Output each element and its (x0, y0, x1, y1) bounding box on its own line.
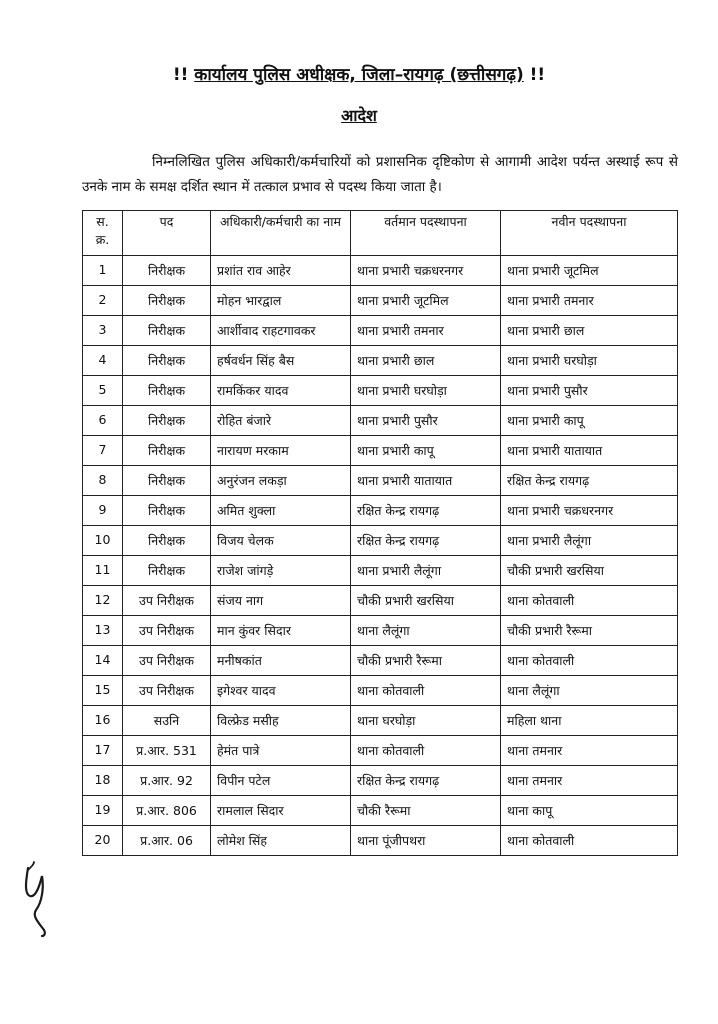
cell-serial: 8 (83, 466, 123, 496)
cell-name: अमित शुक्ला (211, 496, 351, 526)
cell-post: प्र.आर. 92 (123, 766, 211, 796)
intro-paragraph: निम्नलिखित पुलिस अधिकारी/कर्मचारियों को प्रशासनिक दृष्टिकोण से आगामी आदेश पर्यन्त अस्थाई रूप से उनके नाम के समक्ष दर्शित स्थान में तत्काल प्रभाव से पदस्थ किया जाता है। (82, 154, 678, 195)
table-row (83, 376, 678, 406)
cell-name: रामकिंकर यादव (211, 376, 351, 406)
cell-serial: 12 (83, 586, 123, 616)
col-header-new-posting: नवीन पदस्थापना (501, 211, 678, 256)
cell-name: लोमेश सिंह (211, 826, 351, 856)
cell-post: प्र.आर. 06 (123, 826, 211, 856)
cell-name: अनुरंजन लकड़ा (211, 466, 351, 496)
cell-serial: 1 (83, 256, 123, 286)
table-row (83, 286, 678, 316)
cell-post: उप निरीक्षक (123, 586, 211, 616)
cell-post: निरीक्षक (123, 316, 211, 346)
col-header-current-posting: वर्तमान पदस्थापना (351, 211, 501, 256)
cell-name: हर्षवर्धन सिंह बैस (211, 346, 351, 376)
table-row (83, 646, 678, 676)
cell-serial: 6 (83, 406, 123, 436)
cell-name: हेमंत पात्रे (211, 736, 351, 766)
cell-post: निरीक्षक (123, 256, 211, 286)
col-header-post: पद (123, 211, 211, 256)
table-row (83, 406, 678, 436)
cell-serial: 4 (83, 346, 123, 376)
cell-name: रोहित बंजारे (211, 406, 351, 436)
cell-current-posting: थाना प्रभारी छाल (351, 346, 501, 376)
handwritten-signature-icon (22, 860, 52, 938)
office-title (0, 62, 718, 85)
cell-post: उप निरीक्षक (123, 646, 211, 676)
cell-serial: 7 (83, 436, 123, 466)
cell-serial: 13 (83, 616, 123, 646)
cell-current-posting: थाना प्रभारी घरघोड़ा (351, 376, 501, 406)
title-prefix: !! (172, 65, 189, 85)
cell-post: निरीक्षक (123, 346, 211, 376)
order-heading: आदेश (341, 106, 377, 125)
cell-serial: 3 (83, 316, 123, 346)
cell-new-posting: थाना प्रभारी चक्रधरनगर (501, 496, 678, 526)
cell-current-posting: थाना प्रभारी कापू (351, 436, 501, 466)
cell-current-posting: रक्षित केन्द्र रायगढ़ (351, 496, 501, 526)
cell-serial: 14 (83, 646, 123, 676)
cell-name: आर्शीवाद राहटगावकर (211, 316, 351, 346)
cell-new-posting: थाना प्रभारी लैलूंगा (501, 526, 678, 556)
cell-current-posting: चौकी प्रभारी खरसिया (351, 586, 501, 616)
cell-post: उप निरीक्षक (123, 616, 211, 646)
cell-name: नारायण मरकाम (211, 436, 351, 466)
cell-new-posting: थाना प्रभारी कापू (501, 406, 678, 436)
table-row (83, 796, 678, 826)
cell-current-posting: चौकी रैरूमा (351, 796, 501, 826)
cell-new-posting: थाना प्रभारी घरघोड़ा (501, 346, 678, 376)
cell-new-posting: थाना कोतवाली (501, 586, 678, 616)
cell-new-posting: थाना कापू (501, 796, 678, 826)
cell-post: निरीक्षक (123, 406, 211, 436)
cell-current-posting: रक्षित केन्द्र रायगढ़ (351, 766, 501, 796)
cell-new-posting: थाना प्रभारी तमनार (501, 286, 678, 316)
table-row (83, 736, 678, 766)
cell-new-posting: थाना तमनार (501, 766, 678, 796)
cell-current-posting: थाना पूंजीपथरा (351, 826, 501, 856)
cell-serial: 20 (83, 826, 123, 856)
table-row (83, 616, 678, 646)
cell-name: राजेश जांगड़े (211, 556, 351, 586)
cell-current-posting: चौकी प्रभारी रैरूमा (351, 646, 501, 676)
cell-serial: 16 (83, 706, 123, 736)
cell-current-posting: थाना प्रभारी यातायात (351, 466, 501, 496)
cell-post: निरीक्षक (123, 466, 211, 496)
table-row (83, 766, 678, 796)
cell-post: प्र.आर. 531 (123, 736, 211, 766)
table-row (83, 706, 678, 736)
cell-name: विल्फ्रेड मसीह (211, 706, 351, 736)
table-row (83, 256, 678, 286)
cell-post: उप निरीक्षक (123, 676, 211, 706)
cell-current-posting: थाना प्रभारी तमनार (351, 316, 501, 346)
cell-post: सउनि (123, 706, 211, 736)
cell-serial: 11 (83, 556, 123, 586)
table-row (83, 346, 678, 376)
title-suffix: !! (529, 65, 546, 85)
cell-new-posting: थाना प्रभारी छाल (501, 316, 678, 346)
cell-name: मनीषकांत (211, 646, 351, 676)
cell-current-posting: थाना कोतवाली (351, 736, 501, 766)
table-row (83, 466, 678, 496)
cell-post: निरीक्षक (123, 496, 211, 526)
cell-post: निरीक्षक (123, 286, 211, 316)
cell-new-posting: रक्षित केन्द्र रायगढ़ (501, 466, 678, 496)
cell-new-posting: थाना प्रभारी पुसौर (501, 376, 678, 406)
cell-current-posting: रक्षित केन्द्र रायगढ़ (351, 526, 501, 556)
cell-post: निरीक्षक (123, 376, 211, 406)
cell-name: रामलाल सिदार (211, 796, 351, 826)
cell-current-posting: थाना प्रभारी जूटमिल (351, 286, 501, 316)
cell-new-posting: थाना कोतवाली (501, 646, 678, 676)
cell-current-posting: थाना प्रभारी लैलूंगा (351, 556, 501, 586)
cell-new-posting: थाना कोतवाली (501, 826, 678, 856)
cell-name: विजय चेलक (211, 526, 351, 556)
cell-new-posting: थाना तमनार (501, 736, 678, 766)
cell-name: मोहन भारद्वाल (211, 286, 351, 316)
cell-serial: 10 (83, 526, 123, 556)
cell-current-posting: थाना घरघोड़ा (351, 706, 501, 736)
cell-current-posting: थाना लैलूंगा (351, 616, 501, 646)
table-row (83, 526, 678, 556)
col-header-serial: स. क्र. (83, 211, 123, 256)
cell-current-posting: थाना प्रभारी चक्रधरनगर (351, 256, 501, 286)
table-row (83, 676, 678, 706)
cell-new-posting: चौकी प्रभारी खरसिया (501, 556, 678, 586)
cell-new-posting: थाना लैलूंगा (501, 676, 678, 706)
cell-post: प्र.आर. 806 (123, 796, 211, 826)
cell-serial: 17 (83, 736, 123, 766)
table-body (83, 256, 678, 856)
cell-post: निरीक्षक (123, 436, 211, 466)
title-text: कार्यालय पुलिस अधीक्षक, जिला–रायगढ़ (छत्तीसगढ़) (194, 65, 524, 85)
cell-serial: 19 (83, 796, 123, 826)
cell-new-posting: थाना प्रभारी यातायात (501, 436, 678, 466)
cell-post: निरीक्षक (123, 526, 211, 556)
cell-current-posting: थाना कोतवाली (351, 676, 501, 706)
cell-name: प्रशांत राव आहेर (211, 256, 351, 286)
cell-new-posting: महिला थाना (501, 706, 678, 736)
table-row (83, 586, 678, 616)
posting-table (82, 210, 678, 856)
cell-current-posting: थाना प्रभारी पुसौर (351, 406, 501, 436)
table-row (83, 556, 678, 586)
table-row (83, 316, 678, 346)
cell-new-posting: थाना प्रभारी जूटमिल (501, 256, 678, 286)
cell-new-posting: चौकी प्रभारी रैरूमा (501, 616, 678, 646)
cell-name: संजय नाग (211, 586, 351, 616)
table-row (83, 826, 678, 856)
table-header-row (83, 211, 678, 256)
cell-serial: 9 (83, 496, 123, 526)
cell-post: निरीक्षक (123, 556, 211, 586)
cell-name: इगेश्वर यादव (211, 676, 351, 706)
cell-serial: 18 (83, 766, 123, 796)
cell-name: विपीन पटेल (211, 766, 351, 796)
col-header-name: अधिकारी/कर्मचारी का नाम (211, 211, 351, 256)
table-row (83, 496, 678, 526)
cell-serial: 2 (83, 286, 123, 316)
table-row (83, 436, 678, 466)
cell-name: मान कुंवर सिदार (211, 616, 351, 646)
cell-serial: 5 (83, 376, 123, 406)
cell-serial: 15 (83, 676, 123, 706)
